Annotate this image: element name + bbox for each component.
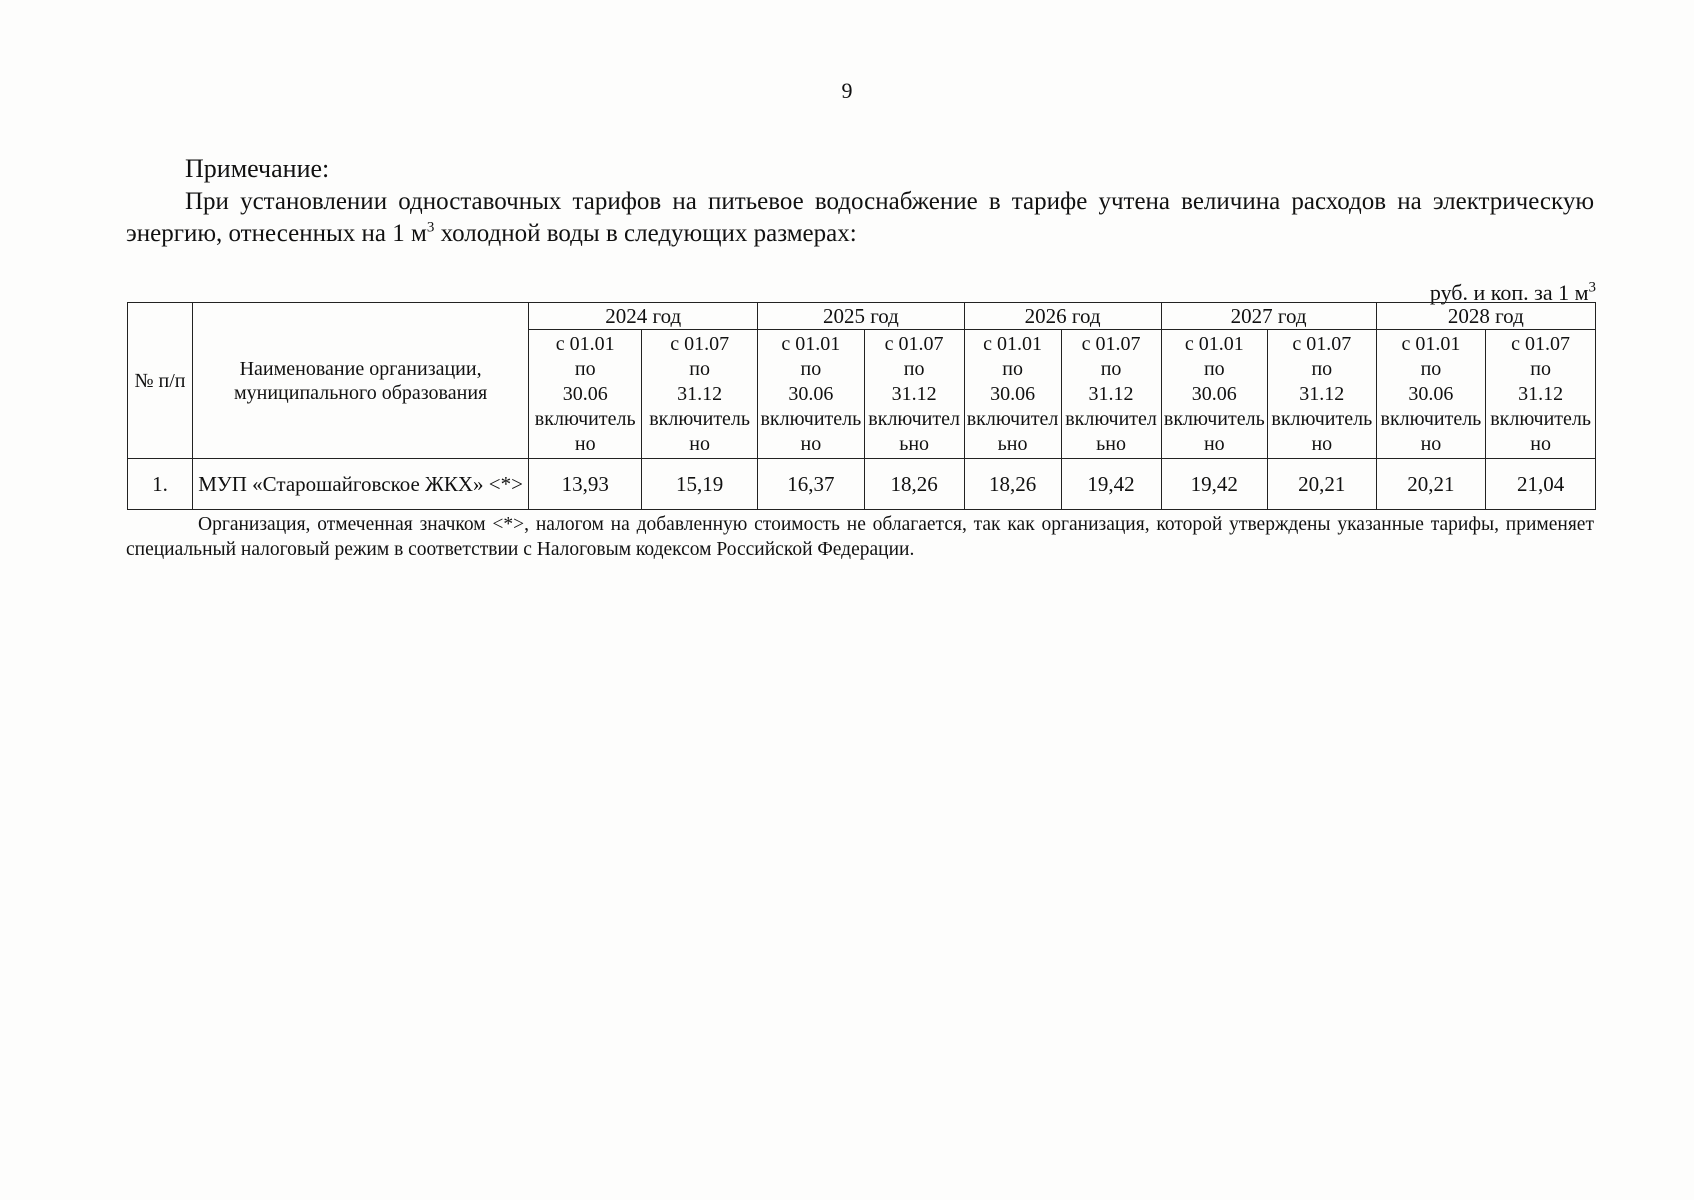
note-paragraph — [126, 186, 1594, 250]
year-header: 2028 год — [1376, 303, 1595, 330]
period-header: с 01.01 по 30.06 включительно — [964, 330, 1061, 459]
tariff-table — [127, 302, 1596, 510]
note-title: Примечание: — [185, 154, 330, 183]
period-header: с 01.07 по 31.12 включительно — [1061, 330, 1161, 459]
year-header-row — [128, 303, 1596, 330]
year-header: 2027 год — [1161, 303, 1376, 330]
year-header: 2026 год — [964, 303, 1161, 330]
tariff-value: 18,26 — [964, 459, 1061, 510]
tariff-value: 19,42 — [1061, 459, 1161, 510]
tariff-value: 20,21 — [1268, 459, 1377, 510]
tariff-value: 13,93 — [529, 459, 642, 510]
tariff-value: 19,42 — [1161, 459, 1267, 510]
period-header: с 01.01 по 30.06 включительно — [758, 330, 864, 459]
period-header: с 01.07 по 31.12 включительно — [1268, 330, 1377, 459]
footnote: Организация, отмеченная значком <*>, налогом на добавленную стоимость не облагается, так как организация, которой утверждены указанные тарифы, применяет специальный налоговый режим в соответствии с Налоговым кодексом Российской Федерации. — [126, 514, 1594, 560]
period-header: с 01.01 по 30.06 включительно — [529, 330, 642, 459]
note-text-end: холодной воды в следующих размерах: — [434, 220, 857, 247]
period-header: с 01.07 по 31.12 включительно — [864, 330, 964, 459]
tariff-value: 15,19 — [642, 459, 758, 510]
column-header-number: № п/п — [128, 303, 193, 459]
note-superscript: 3 — [426, 219, 435, 236]
units-superscript: 3 — [1588, 279, 1596, 296]
page-number: 9 — [841, 78, 853, 103]
table-row — [128, 459, 1596, 510]
period-header: с 01.01 по 30.06 включительно — [1376, 330, 1486, 459]
year-header: 2024 год — [529, 303, 758, 330]
tariff-value: 21,04 — [1486, 459, 1596, 510]
note-text-start: При установлении одноставочных тарифов на питьевое водоснабжение в тарифе учтена величина расходов на электрическую энергию, отнесенных на 1 м — [126, 188, 1594, 247]
year-header: 2025 год — [758, 303, 965, 330]
period-header: с 01.07 по 31.12 включительно — [642, 330, 758, 459]
row-number: 1. — [128, 459, 193, 510]
organization-name: МУП «Старошайговское ЖКХ» <*> — [192, 459, 528, 510]
period-header: с 01.07 по 31.12 включительно — [1486, 330, 1596, 459]
tariff-value: 18,26 — [864, 459, 964, 510]
tariff-value: 16,37 — [758, 459, 864, 510]
column-header-organization: Наименование организации, муниципального образования — [192, 303, 528, 459]
period-header: с 01.01 по 30.06 включительно — [1161, 330, 1267, 459]
tariff-value: 20,21 — [1376, 459, 1486, 510]
units-text: руб. и коп. за 1 м — [1429, 280, 1589, 305]
